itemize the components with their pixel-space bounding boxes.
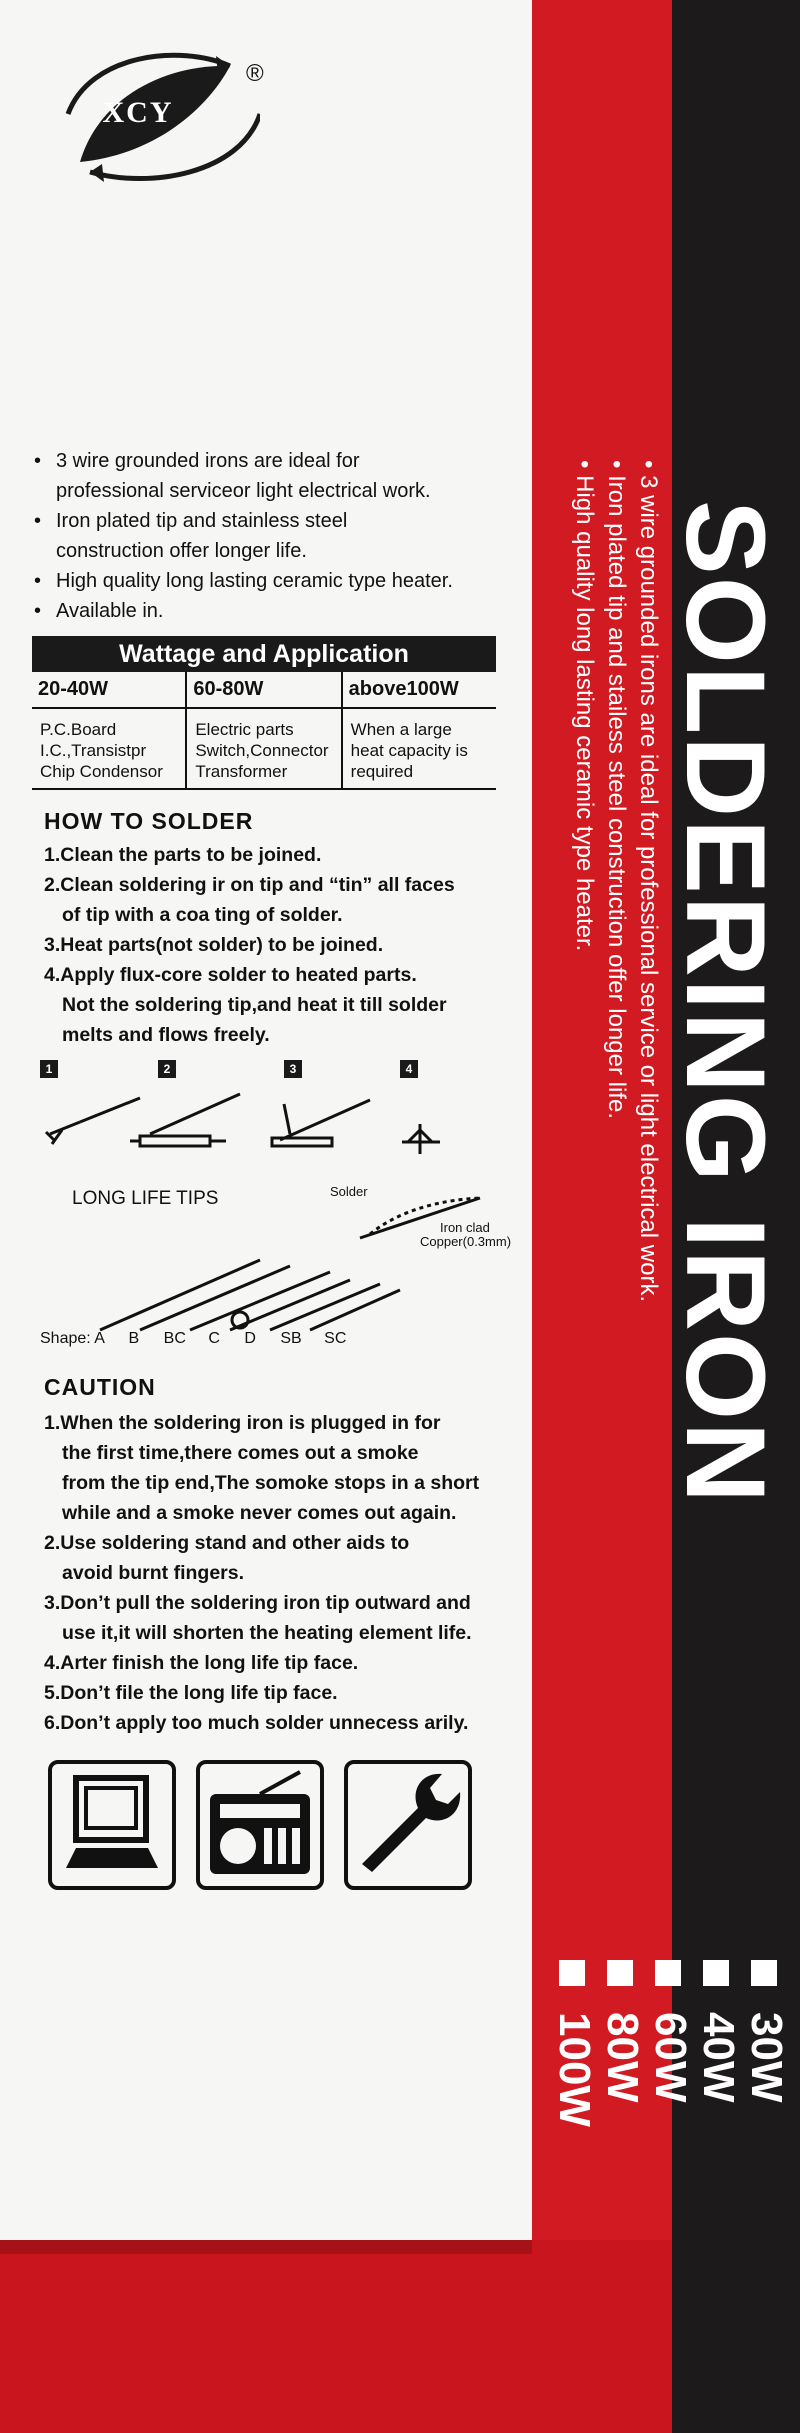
how-to-solder-title: HOW TO SOLDER <box>44 808 254 834</box>
wattage-value: 60W <box>646 2012 695 2103</box>
wattage-value: 100W <box>550 2012 599 2127</box>
shape-prefix: Shape: A <box>40 1330 105 1347</box>
caution-line: 4.Arter finish the long life tip face. <box>44 1652 359 1674</box>
shape-name: C <box>208 1330 220 1347</box>
caution-line: 6.Don’t apply too much solder unnecess arily. <box>44 1712 469 1734</box>
wattage-table <box>32 636 496 790</box>
caution-line: 1.When the soldering iron is plugged in for <box>44 1412 441 1434</box>
iron-clad-label: Iron clad <box>440 1220 490 1235</box>
caution-line: use it,it will shorten the heating element life. <box>62 1622 472 1644</box>
shape-name: D <box>244 1330 256 1347</box>
figure-number: 4 <box>400 1060 418 1078</box>
bullet-square-icon <box>703 1960 729 1986</box>
step-line: 3.Heat parts(not solder) to be joined. <box>44 934 384 956</box>
caution-line: from the tip end,The somoke stops in a short <box>62 1472 480 1494</box>
radio-icon <box>196 1760 324 1890</box>
feature-line: professional serviceor light electrical work. <box>56 480 431 502</box>
step-line: 4.Apply flux-core solder to heated parts. <box>44 964 417 986</box>
caution-list <box>44 1408 534 1738</box>
shape-name: BC <box>163 1330 186 1347</box>
step-line: melts and flows freely. <box>62 1024 270 1046</box>
figure-number: 3 <box>284 1060 302 1078</box>
caution-line: 2.Use soldering stand and other aids to <box>44 1532 410 1554</box>
red-feature-line: • 3 wire grounded irons are ideal for professional service or light electrical work. <box>635 460 662 1303</box>
bullet-square-icon <box>607 1960 633 1986</box>
shape-label <box>40 1330 346 1348</box>
long-life-tips-figure <box>40 1180 512 1360</box>
wattage-header: 20-40W <box>32 672 185 709</box>
step-line: 2.Clean soldering ir on tip and “tin” all faces <box>44 874 455 896</box>
feature-line: High quality long lasting ceramic type heater. <box>56 570 453 592</box>
feature-line: construction offer longer life. <box>56 540 307 562</box>
application-icons <box>48 1760 488 1900</box>
how-to-solder-steps <box>44 840 534 1050</box>
feature-item <box>32 446 532 506</box>
wattage-cell: P.C.Board I.C.,Transistpr Chip Condensor <box>32 709 185 790</box>
computer-icon <box>48 1760 176 1890</box>
product-title: SOLDERING IRON <box>663 500 788 1505</box>
bullet-square-icon <box>655 1960 681 1986</box>
solder-label: Solder <box>330 1184 368 1199</box>
logo-text: XCY <box>102 96 174 129</box>
wattage-header-row <box>32 672 496 709</box>
feature-item <box>32 506 532 566</box>
caution-line: while and a smoke never comes out again. <box>62 1502 457 1524</box>
wrench-icon <box>344 1760 472 1890</box>
feature-list <box>32 446 532 626</box>
bullet-square-icon <box>559 1960 585 1986</box>
feature-line: 3 wire grounded irons are ideal for <box>56 450 360 472</box>
red-feature-line: • High quality long lasting ceramic type heater. <box>571 460 598 952</box>
bullet-square-icon <box>751 1960 777 1986</box>
wattage-value: 80W <box>598 2012 647 2103</box>
caution-line: avoid burnt fingers. <box>62 1562 245 1584</box>
step-line: Not the soldering tip,and heat it till solder <box>62 994 447 1016</box>
wattage-header: 60-80W <box>185 672 340 709</box>
bottom-shadow <box>0 2240 532 2254</box>
wattage-list-black <box>550 1960 790 2127</box>
figure-number: 1 <box>40 1060 58 1078</box>
caution-line: the first time,there comes out a smoke <box>62 1442 419 1464</box>
wattage-header: above100W <box>341 672 496 709</box>
feature-line: Available in. <box>56 600 164 622</box>
red-feature-list <box>568 460 664 1302</box>
wattage-value: 30W <box>742 2012 791 2103</box>
registered-mark: ® <box>246 60 264 87</box>
wattage-cell: When a large heat capacity is required <box>341 709 496 790</box>
shape-name: SC <box>324 1330 347 1347</box>
feature-item <box>32 596 532 626</box>
feature-line: Iron plated tip and stainless steel <box>56 510 348 532</box>
figure-number: 2 <box>158 1060 176 1078</box>
step-line: 1.Clean the parts to be joined. <box>44 844 322 866</box>
soldering-steps-drawing-icon <box>40 1084 480 1164</box>
caution-line: 3.Don’t pull the soldering iron tip outward and <box>44 1592 471 1614</box>
copper-label: Copper(0.3mm) <box>420 1234 512 1249</box>
caution-line: 5.Don’t file the long life tip face. <box>44 1682 338 1704</box>
wattage-table-title: Wattage and Application <box>32 636 496 672</box>
wattage-app-row <box>32 709 496 790</box>
soldering-step-figures <box>40 1060 480 1170</box>
caution-title: CAUTION <box>44 1374 156 1400</box>
wattage-value: 40W <box>694 2012 743 2103</box>
feature-item <box>32 566 532 596</box>
step-line: of tip with a coa ting of solder. <box>62 904 343 926</box>
shape-name: B <box>128 1330 140 1347</box>
red-feature-line: • Iron plated tip and stailess steel construction offer longer life. <box>603 460 630 1119</box>
bottom-red-strip <box>0 2240 672 2433</box>
wattage-cell: Electric parts Switch,Connector Transformer <box>185 709 340 790</box>
long-life-tips-title: LONG LIFE TIPS <box>72 1188 219 1209</box>
shape-name: SB <box>280 1330 302 1347</box>
